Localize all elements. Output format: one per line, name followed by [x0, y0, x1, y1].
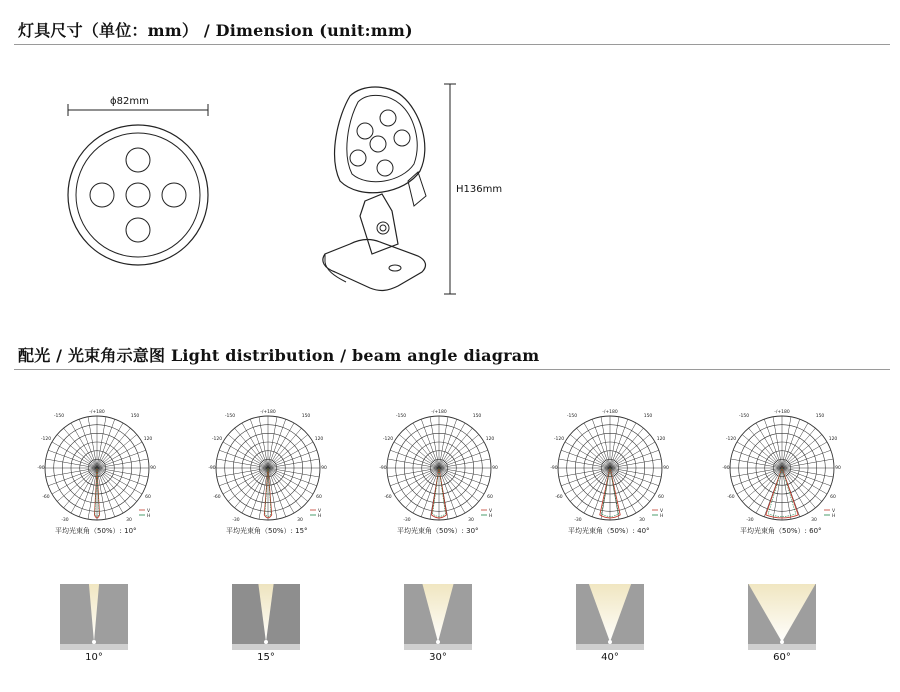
polar-tick-label: -150: [224, 414, 236, 419]
legend-h-label: H: [832, 514, 836, 519]
section-divider: [14, 369, 890, 370]
polar-tick-label: -60: [727, 495, 735, 500]
polar-diagram: [722, 407, 842, 527]
polar-tick-label: 90: [835, 466, 841, 471]
polar-tick-label: 30: [639, 518, 645, 523]
polar-tick-label: -30: [232, 518, 240, 523]
beam-floor: [404, 644, 472, 650]
beam-floor: [60, 644, 128, 650]
beam-angle-caption: 平均光束角（50%）: 10°: [55, 527, 137, 535]
legend-v-label: V: [489, 509, 493, 514]
beam-angle-label: 40°: [601, 652, 619, 663]
legend-v-label: V: [147, 509, 151, 514]
polar-tick-label: 120: [143, 437, 153, 442]
polar-tick-label: 120: [828, 437, 838, 442]
polar-diagram: [208, 407, 328, 527]
beam-angle-caption: 平均光束角（50%）: 60°: [740, 527, 822, 535]
legend-h-label: H: [660, 514, 664, 519]
polar-tick-label: 120: [314, 437, 324, 442]
light-source-dot: [780, 640, 784, 644]
light-source-dot: [92, 640, 96, 644]
beam-angle-caption: 平均光束角（50%）: 15°: [226, 527, 308, 535]
beam-illustration: [748, 584, 816, 650]
polar-tick-label: -90: [550, 466, 558, 471]
polar-tick-label: -120: [382, 437, 394, 442]
polar-tick-label: -120: [211, 437, 223, 442]
beam-angle-label: 30°: [429, 652, 447, 663]
polar-tick-label: 60: [658, 495, 664, 500]
polar-tick-label: -60: [42, 495, 50, 500]
polar-tick-label: -60: [213, 495, 221, 500]
polar-tick-label: -120: [553, 437, 565, 442]
polar-diagram: [37, 407, 157, 527]
polar-tick-label: 30: [811, 518, 817, 523]
light-source-dot: [436, 640, 440, 644]
polar-diagram: [550, 407, 670, 527]
front-view-drawing: [60, 90, 220, 270]
polar-tick-label: 60: [316, 495, 322, 500]
beam-illustration: [404, 584, 472, 650]
polar-tick-label: -120: [725, 437, 737, 442]
polar-tick-label: -30: [574, 518, 582, 523]
beam-angle-label: 60°: [773, 652, 791, 663]
beam-floor: [576, 644, 644, 650]
polar-tick-label: -150: [566, 414, 578, 419]
legend-h-label: H: [318, 514, 322, 519]
beam-illustration: [60, 584, 128, 650]
legend-h-label: H: [489, 514, 493, 519]
polar-tick-label: 90: [492, 466, 498, 471]
polar-tick-label: 150: [643, 414, 653, 419]
legend-v-label: V: [318, 509, 322, 514]
polar-tick-label: 60: [145, 495, 151, 500]
dimension-section-title: 灯具尺寸（单位：mm） / Dimension (unit:mm): [18, 21, 413, 40]
polar-tick-label: -90: [722, 466, 730, 471]
polar-tick-label: -/+180: [774, 410, 790, 415]
polar-tick-label: 60: [487, 495, 493, 500]
polar-tick-label: 30: [297, 518, 303, 523]
beam-angle-caption: 平均光束角（50%）: 30°: [397, 527, 479, 535]
beam-illustration: [232, 584, 300, 650]
polar-tick-label: -30: [403, 518, 411, 523]
polar-tick-label: 90: [321, 466, 327, 471]
polar-tick-label: -90: [208, 466, 216, 471]
polar-tick-label: 150: [301, 414, 311, 419]
beam-angle-label: 15°: [257, 652, 275, 663]
polar-tick-label: -/+180: [260, 410, 276, 415]
polar-tick-label: -/+180: [431, 410, 447, 415]
beam-angle-label: 10°: [85, 652, 103, 663]
polar-tick-label: -/+180: [89, 410, 105, 415]
polar-tick-label: -150: [53, 414, 65, 419]
polar-tick-label: -30: [746, 518, 754, 523]
polar-tick-label: 120: [656, 437, 666, 442]
section-divider: [14, 44, 890, 45]
polar-tick-label: -150: [395, 414, 407, 419]
light-source-dot: [264, 640, 268, 644]
polar-tick-label: -120: [40, 437, 52, 442]
polar-tick-label: 30: [126, 518, 132, 523]
polar-tick-label: 30: [468, 518, 474, 523]
polar-tick-label: 150: [130, 414, 140, 419]
polar-tick-label: -90: [37, 466, 45, 471]
polar-tick-label: 90: [150, 466, 156, 471]
beam-floor: [232, 644, 300, 650]
polar-tick-label: -60: [384, 495, 392, 500]
beam-floor: [748, 644, 816, 650]
diameter-label: ϕ82mm: [110, 96, 149, 107]
height-label: H136mm: [456, 184, 503, 195]
polar-tick-label: 90: [663, 466, 669, 471]
beam-illustration: [576, 584, 644, 650]
light-section-title: 配光 / 光束角示意图 Light distribution / beam angle diagram: [18, 346, 540, 365]
polar-tick-label: -60: [555, 495, 563, 500]
polar-tick-label: 150: [815, 414, 825, 419]
polar-tick-label: -90: [379, 466, 387, 471]
legend-v-label: V: [660, 509, 664, 514]
polar-tick-label: -/+180: [602, 410, 618, 415]
polar-tick-label: 150: [472, 414, 482, 419]
polar-diagram: [379, 407, 499, 527]
legend-h-label: H: [147, 514, 151, 519]
beam-angle-caption: 平均光束角（50%）: 40°: [568, 527, 650, 535]
light-source-dot: [608, 640, 612, 644]
polar-tick-label: -150: [738, 414, 750, 419]
polar-tick-label: 120: [485, 437, 495, 442]
legend-v-label: V: [832, 509, 836, 514]
polar-tick-label: 60: [830, 495, 836, 500]
polar-tick-label: -30: [61, 518, 69, 523]
